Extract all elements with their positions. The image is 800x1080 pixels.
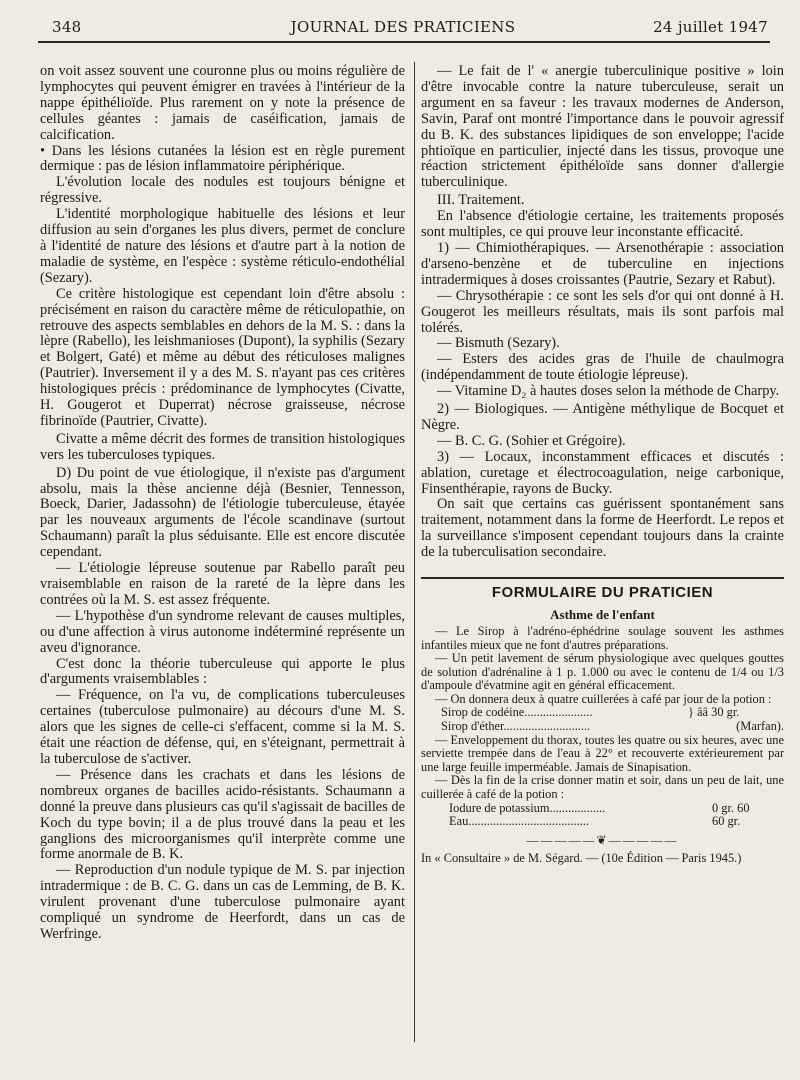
formulaire-body <box>421 625 784 707</box>
formulaire-title: FORMULAIRE DU PRATICIEN <box>491 584 714 602</box>
paragraph: D) Du point de vue étiologique, il n'existe pas d'argument absolu, mais la thèse ancienne déjà (Besnier, Tennesson, Boeck, Darier, Jadassohn) de l'étiologie tuberculeuse, étayée par les nouveaux arguments de l'école scandinave (surtout Schaumann) paraît la plus séduisante. Elle est encore discutée cependant. <box>40 464 405 561</box>
potion-line: Sirop d'éther............................ <box>441 719 591 734</box>
potion-line: Sirop de codéine...................... <box>441 705 593 720</box>
recipe-quantity: 0 gr. 60 <box>712 800 750 815</box>
formulaire-paragraph: — Le Sirop à l'adréno-éphédrine soulage souvent les asthmes infantiles mieux que ne font d'autres préparations. <box>421 623 784 652</box>
paragraph: En l'absence d'étiologie certaine, les traitements proposés sont multiples, ce qui prouve leur inconstante efficacité. <box>421 208 784 241</box>
paragraph: — Reproduction d'un nodule typique de M. S. par injection intradermique : de B. C. G. dans un cas de Lemming, de B. K. virulent provenant d'une tuberculose pulmonaire ayant compliqué un syndrome de Heerfordt, dans un cas de Werfringe. <box>40 862 405 942</box>
paragraph: 3) — Locaux, inconstamment efficaces et discutés : ablation, curetage et électrocoagulation, neige carbonique, Finsenthérapie, rayons de Bucky. <box>421 448 784 497</box>
recipe-quantity: 60 gr. <box>712 814 741 829</box>
page-number: 348 <box>52 18 82 36</box>
paragraph: L'évolution locale des nodules est toujours bénigne et régressive. <box>40 174 405 207</box>
paragraph: — Chrysothérapie : ce sont les sels d'or qui ont donné à H. Gougerot les meilleurs résultats, mais ils sont parfois mal tolérés. <box>421 287 784 336</box>
paragraph: On sait que certains cas guérissent spontanément sans traitement, notamment dans la forme de Heerfordt. Le repos et la surveillance s'imposent cependant toujours dans la crainte de la tuberculisation secondaire. <box>421 496 784 561</box>
recipe-ingredient: Eau....................................... <box>449 814 590 829</box>
paragraph: C'est donc la théorie tuberculeuse qui apporte le plus d'arguments vraisemblables : <box>40 655 405 688</box>
paragraph: — Esters des acides gras de l'huile de chaulmogra (indépendamment de toute étiologie lépreuse). <box>421 351 784 384</box>
recipe-line <box>421 802 784 816</box>
formulaire-subtitle: Asthme de l'enfant <box>550 607 655 622</box>
formulaire-paragraph: — On donnera deux à quatre cuillerées à café par jour de la potion : <box>435 691 772 706</box>
paragraph: • Dans les lésions cutanées la lésion est en règle purement dermique : pas de lésion inflammatoire périphérique. <box>40 142 405 175</box>
potion-author: (Marfan). <box>736 719 784 734</box>
issue-date: 24 juillet 1947 <box>653 18 768 36</box>
left-column <box>40 64 405 943</box>
paragraph: Ce critère histologique est cependant loin d'être absolu : précisément en raison du caractère même de réticulopathie, on retrouve des aspects semblables en dehors de la M. S. : dans la lèpre (Rabello), les leishmanioses (Dupont), la syphilis (Sezary et Bolgert, Gaté) et même au début des réticuloses malignes (Pautrier). Inversement il y a des M. S. n'ayant pas ces critères histologiques précis : prédominance de lymphocytes (Civatte, H. Gougerot et Duperrat) nécrose graisseuse, nécrose fibrinoïde (Pautrier, Civatte). <box>40 285 405 429</box>
formulaire-paragraph: — Un petit lavement de sérum physiologique avec quelques gouttes de solution d'adrénaline à 1 p. 1.000 ou avec le contenu de 1/4 ou 1/3 d'ampoule d'évatmine agit en général efficacement. <box>421 651 784 693</box>
paragraph: 2) — Biologiques. — Antigène méthylique de Bocquet et Nègre. <box>421 401 784 433</box>
page-header <box>38 16 768 40</box>
formulaire-body-2 <box>421 734 784 802</box>
paragraph: — L'étiologie lépreuse soutenue par Rabello paraît peu vraisemblable en raison de la rareté de la lèpre dans les contrées où la M. S. est assez fréquente. <box>40 560 405 608</box>
paragraph: — Bismuth (Sezary). <box>437 335 560 352</box>
paragraph: — Présence dans les crachats et dans les lésions de nombreux organes de bacilles acido-résistants. Schaumann a donné la preuve dans plusieurs cas qu'il s'agissait de bacilles de Koch du type bovin; il a de plus trouvé dans la peau et les ganglions des microorganismes qu'il interprète comme une forme anormale de B. K. <box>40 766 405 863</box>
recipe-ingredient: Iodure de potassium.................. <box>449 800 606 815</box>
ornament-divider: —————❦————— <box>526 832 679 847</box>
formulaire-paragraph: — Enveloppement du thorax, toutes les quatre ou six heures, avec une serviette trempée dans de l'eau à 22° et recouverte extérieurement par une large feuille imperméable. Jamais de Sinapisation. <box>421 732 784 774</box>
paragraph: — B. C. G. (Sohier et Grégoire). <box>437 432 626 449</box>
formulaire-paragraph: — Dès la fin de la crise donner matin et soir, dans un peu de lait, une cuillerée à café de la potion : <box>421 773 784 802</box>
potion-formula <box>421 706 784 733</box>
section-heading: III. Traitement. <box>437 192 525 209</box>
paragraph: 1) — Chimiothérapiques. — Arsenothérapie : association d'arseno-benzène et de tuberculine en injections intradermiques à doses croissantes (Pautrie, Sezary et Rabut). <box>421 239 784 288</box>
right-column <box>421 64 784 865</box>
paragraph: — Fréquence, on l'a vu, de complications tuberculeuses certaines (tuberculose pulmonaire) au décours d'une M. S. alors que les signes de celle-ci s'effacent, comme si la M. S. était une réaction de défense, qui, en s'éteignant, permettrait à la tuberculose de s'activer. <box>40 687 405 767</box>
recipe-line <box>421 815 784 829</box>
paragraph: — Vitamine D₂ à hautes doses selon la méthode de Charpy. <box>437 383 780 400</box>
formulaire-source: In « Consultaire » de M. Ségard. — (10e Édition — Paris 1945.) <box>421 850 742 865</box>
paragraph: Civatte a même décrit des formes de transition histologiques vers les tuberculoses typiques. <box>40 430 405 463</box>
paragraph: — L'hypothèse d'un syndrome relevant de causes multiples, ou d'une affection à virus autonome indéterminé représente un aveu d'ignorance. <box>40 607 405 656</box>
paragraph: — Le fait de l' « anergie tuberculinique positive » loin d'être invocable contre la nature tuberculeuse, serait un argument en sa faveur : les travaux modernes de Anderson, Savin, Paraf ont montré l'importance dans le pouvoir agressif du B. K. des substances lipidiques de son enveloppe; l'acide phtioïque en particulier, injecté dans les tissus, provoque une réaction strictement épithéloïde sans donner d'allergie tuberculinique. <box>421 63 784 191</box>
paragraph: on voit assez souvent une couronne plus ou moins régulière de lymphocytes qui peuvent émigrer en travées à l'intérieur de la nappe épithélioïde. Plus rarement on y note la présence de cellules géantes : jamais de caséification, jamais de calcification. <box>40 63 405 143</box>
header-rule <box>38 41 770 43</box>
potion-dose: } ââ 30 gr. <box>688 705 740 720</box>
paragraph: L'identité morphologique habituelle des lésions et leur diffusion au sein d'organes les plus divers, permet de conclure à l'identité de nature des lésions et d'autre part à la notion de maladie de système, en l'espèce : système réticulo-endothélial (Sezary). <box>40 206 405 286</box>
column-divider <box>414 62 415 1042</box>
formulaire-rule <box>421 577 784 579</box>
journal-title: JOURNAL DES PRATICIENS <box>290 18 516 36</box>
